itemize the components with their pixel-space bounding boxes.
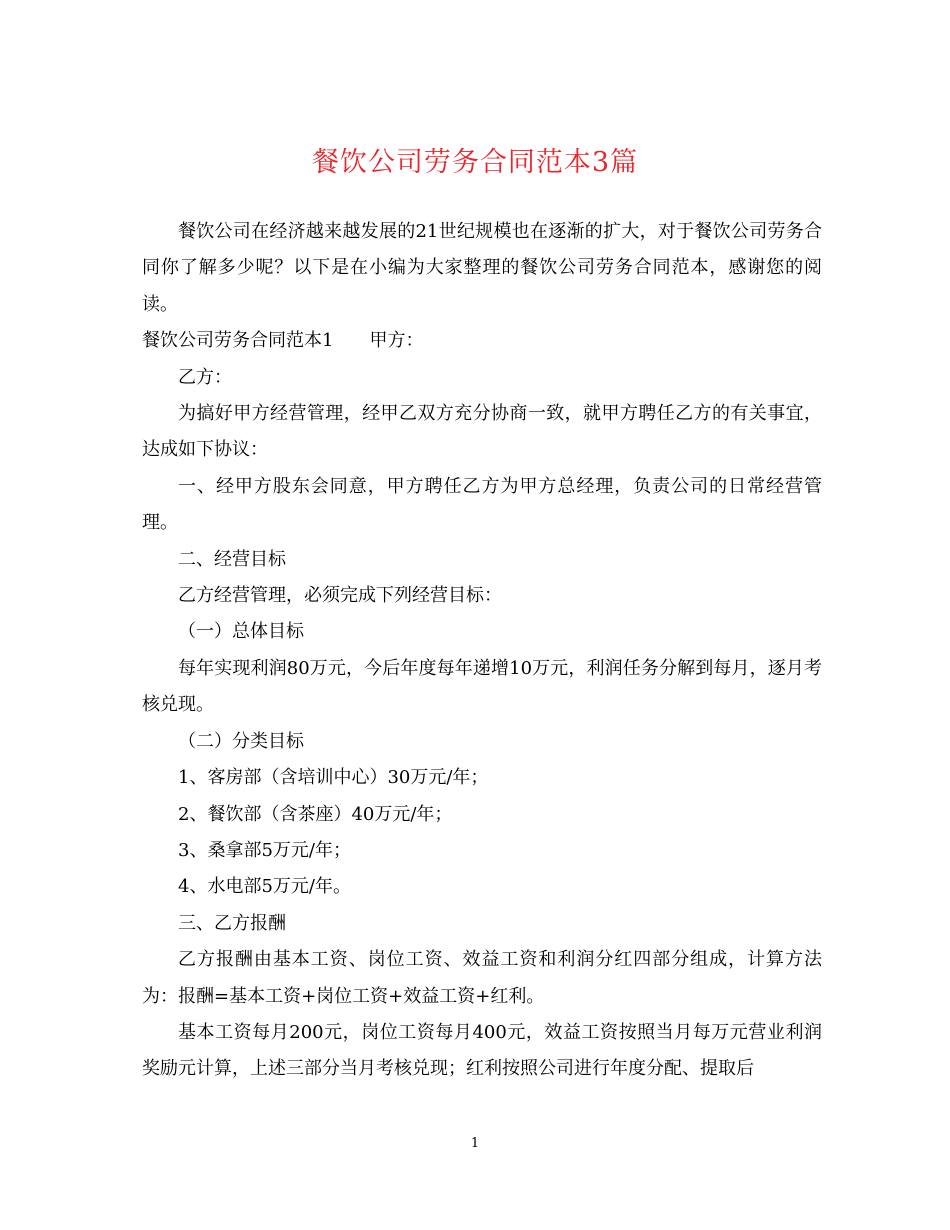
body-paragraph: 基本工资每月200元，岗位工资每月400元，效益工资按照当月每万元营业利润奖励元计算，上述三部分当月考核兑现；红利按照公司进行年度分配、提取后 [142, 1021, 822, 1080]
body-paragraph: 二、经营目标 [178, 548, 286, 570]
body-paragraph: 三、乙方报酬 [178, 912, 286, 934]
document-title: 餐饮公司劳务合同范本3篇 [311, 147, 639, 178]
body-paragraph: 1、客房部（含培训中心）30万元/年； [178, 767, 489, 789]
body-paragraph: （一）总体目标 [178, 621, 304, 643]
body-paragraph: 乙方报酬由基本工资、岗位工资、效益工资和利润分红四部分组成，计算方法为：报酬=基本工资+岗位工资+效益工资+红利。 [142, 949, 822, 1007]
intro-paragraph: 餐饮公司在经济越来越发展的21世纪规模也在逐渐的扩大，对于餐饮公司劳务合同你了解多少呢？以下是在小编为大家整理的餐饮公司劳务合同范本，感谢您的阅读。 [142, 221, 822, 315]
section-heading: 餐饮公司劳务合同范本1 [142, 330, 334, 352]
body-paragraph: 乙方经营管理，必须完成下列经营目标： [178, 585, 502, 607]
body-paragraph: 2、餐饮部（含茶座）40万元/年； [178, 803, 453, 825]
body-paragraph: 4、水电部5万元/年。 [178, 876, 351, 898]
party-b-label: 乙方： [178, 366, 232, 388]
body-paragraph: 一、经甲方股东会同意，甲方聘任乙方为甲方总经理，负责公司的日常经营管理。 [142, 475, 822, 534]
document-body [142, 214, 822, 1088]
party-a-label: 甲方： [369, 330, 424, 352]
body-paragraph: （二）分类目标 [178, 730, 304, 752]
section-heading-line [142, 323, 822, 359]
body-paragraph: 每年实现利润80万元，今后年度每年递增10万元，利润任务分解到每月，逐月考核兑现。 [142, 657, 822, 716]
page-number: 1 [470, 1136, 480, 1151]
body-paragraph: 3、桑拿部5万元/年； [178, 839, 351, 861]
body-paragraph: 为搞好甲方经营管理，经甲乙双方充分协商一致，就甲方聘任乙方的有关事宜，达成如下协议： [142, 403, 822, 461]
